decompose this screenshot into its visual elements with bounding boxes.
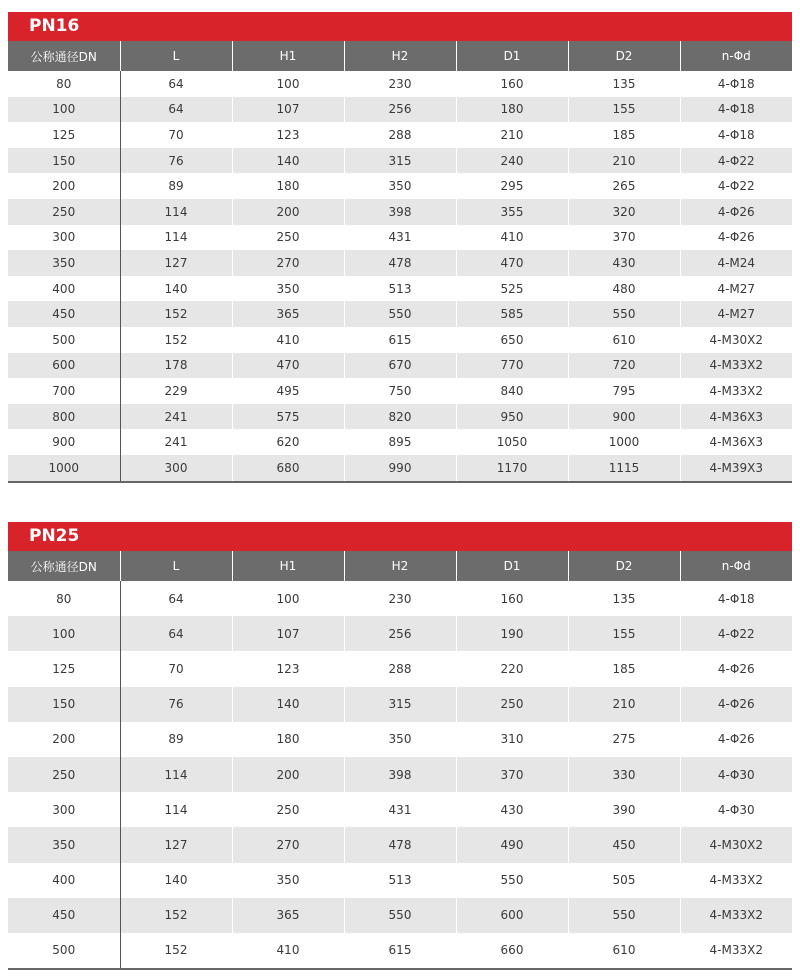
table-row <box>8 581 792 616</box>
cell-l: 241 <box>120 429 232 455</box>
cell-dn: 450 <box>8 898 120 933</box>
cell-h1: 410 <box>232 933 344 968</box>
cell-d1: 585 <box>456 301 568 327</box>
cell-dn: 450 <box>8 301 120 327</box>
cell-h2: 398 <box>344 199 456 225</box>
cell-h1: 575 <box>232 404 344 430</box>
cell-h1: 107 <box>232 616 344 651</box>
cell-h2: 820 <box>344 404 456 430</box>
cell-dn: 800 <box>8 404 120 430</box>
cell-dn: 150 <box>8 148 120 174</box>
cell-d1: 840 <box>456 378 568 404</box>
cell-d1: 410 <box>456 225 568 251</box>
cell-h1: 123 <box>232 651 344 686</box>
cell-d1: 600 <box>456 898 568 933</box>
cell-n-phid: 4-Φ26 <box>680 651 792 686</box>
cell-d2: 135 <box>568 71 680 97</box>
cell-h2: 478 <box>344 827 456 862</box>
pn25-header-row <box>8 551 792 581</box>
cell-h2: 288 <box>344 651 456 686</box>
cell-d1: 220 <box>456 651 568 686</box>
cell-dn: 200 <box>8 722 120 757</box>
cell-n-phid: 4-Φ26 <box>680 687 792 722</box>
cell-l: 76 <box>120 148 232 174</box>
cell-d1: 160 <box>456 581 568 616</box>
cell-h2: 398 <box>344 757 456 792</box>
cell-l: 178 <box>120 353 232 379</box>
cell-h2: 670 <box>344 353 456 379</box>
cell-n-phid: 4-M33X2 <box>680 353 792 379</box>
pn16-title: PN16 <box>8 12 792 41</box>
cell-d1: 190 <box>456 616 568 651</box>
cell-n-phid: 4-Φ18 <box>680 97 792 123</box>
table-row <box>8 616 792 651</box>
table-row <box>8 97 792 123</box>
cell-h2: 895 <box>344 429 456 455</box>
cell-dn: 80 <box>8 71 120 97</box>
cell-h1: 250 <box>232 792 344 827</box>
cell-dn: 350 <box>8 827 120 862</box>
cell-dn: 100 <box>8 97 120 123</box>
cell-h1: 620 <box>232 429 344 455</box>
cell-d2: 155 <box>568 97 680 123</box>
table-row <box>8 173 792 199</box>
table-row <box>8 792 792 827</box>
cell-dn: 80 <box>8 581 120 616</box>
cell-d1: 1170 <box>456 455 568 481</box>
table-row <box>8 225 792 251</box>
cell-d2: 720 <box>568 353 680 379</box>
table-row <box>8 651 792 686</box>
cell-l: 70 <box>120 651 232 686</box>
cell-dn: 250 <box>8 757 120 792</box>
cell-n-phid: 4-M36X3 <box>680 404 792 430</box>
cell-d1: 650 <box>456 327 568 353</box>
cell-l: 241 <box>120 404 232 430</box>
pn16-bottom-divider <box>8 481 792 483</box>
cell-d2: 610 <box>568 327 680 353</box>
cell-l: 64 <box>120 97 232 123</box>
cell-n-phid: 4-Φ26 <box>680 199 792 225</box>
cell-d2: 265 <box>568 173 680 199</box>
table-row <box>8 827 792 862</box>
cell-d2: 1000 <box>568 429 680 455</box>
table-row <box>8 429 792 455</box>
cell-n-phid: 4-Φ18 <box>680 71 792 97</box>
column-header-h2: H2 <box>344 551 456 581</box>
cell-h1: 270 <box>232 827 344 862</box>
cell-dn: 500 <box>8 327 120 353</box>
cell-h1: 100 <box>232 581 344 616</box>
pn25-body <box>8 581 792 968</box>
pn25-bottom-divider <box>8 968 792 970</box>
pn25-table <box>8 551 792 968</box>
cell-l: 64 <box>120 581 232 616</box>
cell-d1: 470 <box>456 250 568 276</box>
cell-h2: 750 <box>344 378 456 404</box>
cell-n-phid: 4-Φ22 <box>680 173 792 199</box>
cell-d2: 550 <box>568 898 680 933</box>
cell-l: 89 <box>120 173 232 199</box>
cell-h2: 350 <box>344 173 456 199</box>
column-header-d1: D1 <box>456 551 568 581</box>
cell-n-phid: 4-M33X2 <box>680 378 792 404</box>
table-row <box>8 898 792 933</box>
table-row <box>8 122 792 148</box>
cell-h1: 250 <box>232 225 344 251</box>
cell-dn: 400 <box>8 276 120 302</box>
cell-dn: 350 <box>8 250 120 276</box>
cell-h1: 140 <box>232 148 344 174</box>
cell-l: 64 <box>120 71 232 97</box>
cell-l: 229 <box>120 378 232 404</box>
cell-l: 127 <box>120 250 232 276</box>
cell-n-phid: 4-M27 <box>680 276 792 302</box>
cell-h1: 180 <box>232 722 344 757</box>
cell-n-phid: 4-Φ22 <box>680 616 792 651</box>
table-row <box>8 71 792 97</box>
cell-h1: 410 <box>232 327 344 353</box>
cell-d1: 160 <box>456 71 568 97</box>
cell-d1: 240 <box>456 148 568 174</box>
cell-h2: 256 <box>344 616 456 651</box>
column-header-h1: H1 <box>232 551 344 581</box>
cell-h1: 470 <box>232 353 344 379</box>
cell-l: 64 <box>120 616 232 651</box>
table-row <box>8 455 792 481</box>
pn16-header-row <box>8 41 792 71</box>
cell-dn: 700 <box>8 378 120 404</box>
table-row <box>8 199 792 225</box>
cell-n-phid: 4-Φ26 <box>680 225 792 251</box>
cell-d2: 330 <box>568 757 680 792</box>
cell-d2: 1115 <box>568 455 680 481</box>
cell-h1: 180 <box>232 173 344 199</box>
cell-h2: 315 <box>344 687 456 722</box>
cell-n-phid: 4-Φ18 <box>680 581 792 616</box>
cell-dn: 125 <box>8 651 120 686</box>
cell-n-phid: 4-M24 <box>680 250 792 276</box>
cell-d1: 355 <box>456 199 568 225</box>
cell-h2: 615 <box>344 933 456 968</box>
cell-l: 152 <box>120 327 232 353</box>
table-row <box>8 722 792 757</box>
cell-dn: 200 <box>8 173 120 199</box>
cell-h2: 513 <box>344 276 456 302</box>
cell-h1: 107 <box>232 97 344 123</box>
cell-dn: 125 <box>8 122 120 148</box>
cell-n-phid: 4-M27 <box>680 301 792 327</box>
cell-h2: 990 <box>344 455 456 481</box>
cell-n-phid: 4-Φ26 <box>680 722 792 757</box>
cell-d1: 210 <box>456 122 568 148</box>
cell-l: 89 <box>120 722 232 757</box>
cell-h2: 230 <box>344 71 456 97</box>
cell-d1: 180 <box>456 97 568 123</box>
cell-n-phid: 4-Φ22 <box>680 148 792 174</box>
cell-d1: 1050 <box>456 429 568 455</box>
column-header-dn: 公称通径DN <box>8 41 120 71</box>
cell-n-phid: 4-M39X3 <box>680 455 792 481</box>
cell-n-phid: 4-M36X3 <box>680 429 792 455</box>
cell-h1: 100 <box>232 71 344 97</box>
cell-n-phid: 4-Φ18 <box>680 122 792 148</box>
cell-l: 140 <box>120 276 232 302</box>
cell-h2: 478 <box>344 250 456 276</box>
cell-d2: 210 <box>568 148 680 174</box>
cell-n-phid: 4-M33X2 <box>680 863 792 898</box>
cell-d1: 250 <box>456 687 568 722</box>
cell-h2: 288 <box>344 122 456 148</box>
pn25-section <box>8 522 792 970</box>
cell-l: 152 <box>120 933 232 968</box>
pn16-section <box>8 12 792 483</box>
cell-d2: 795 <box>568 378 680 404</box>
cell-h2: 431 <box>344 792 456 827</box>
cell-d1: 490 <box>456 827 568 862</box>
table-row <box>8 404 792 430</box>
column-header-l: L <box>120 41 232 71</box>
cell-h1: 140 <box>232 687 344 722</box>
cell-h1: 200 <box>232 199 344 225</box>
cell-h1: 200 <box>232 757 344 792</box>
table-row <box>8 327 792 353</box>
cell-dn: 100 <box>8 616 120 651</box>
cell-dn: 300 <box>8 792 120 827</box>
cell-l: 76 <box>120 687 232 722</box>
cell-h2: 550 <box>344 301 456 327</box>
cell-h2: 230 <box>344 581 456 616</box>
cell-h1: 365 <box>232 301 344 327</box>
table-row <box>8 933 792 968</box>
cell-n-phid: 4-M30X2 <box>680 827 792 862</box>
cell-dn: 250 <box>8 199 120 225</box>
cell-dn: 150 <box>8 687 120 722</box>
cell-h2: 315 <box>344 148 456 174</box>
column-header-n-phid: n-Φd <box>680 551 792 581</box>
cell-l: 152 <box>120 301 232 327</box>
cell-h1: 495 <box>232 378 344 404</box>
cell-h1: 123 <box>232 122 344 148</box>
cell-d1: 430 <box>456 792 568 827</box>
cell-h2: 350 <box>344 722 456 757</box>
cell-l: 152 <box>120 898 232 933</box>
cell-l: 127 <box>120 827 232 862</box>
cell-l: 70 <box>120 122 232 148</box>
cell-l: 300 <box>120 455 232 481</box>
cell-n-phid: 4-Φ30 <box>680 757 792 792</box>
cell-h1: 350 <box>232 863 344 898</box>
pn25-title: PN25 <box>8 522 792 551</box>
cell-n-phid: 4-M30X2 <box>680 327 792 353</box>
cell-l: 114 <box>120 757 232 792</box>
cell-h2: 615 <box>344 327 456 353</box>
cell-d2: 185 <box>568 651 680 686</box>
cell-d1: 310 <box>456 722 568 757</box>
cell-dn: 300 <box>8 225 120 251</box>
cell-d2: 610 <box>568 933 680 968</box>
cell-h2: 431 <box>344 225 456 251</box>
cell-h1: 350 <box>232 276 344 302</box>
cell-d2: 370 <box>568 225 680 251</box>
pn16-table <box>8 41 792 481</box>
cell-d2: 505 <box>568 863 680 898</box>
table-row <box>8 378 792 404</box>
column-header-h1: H1 <box>232 41 344 71</box>
cell-d1: 550 <box>456 863 568 898</box>
cell-d2: 155 <box>568 616 680 651</box>
cell-d1: 525 <box>456 276 568 302</box>
column-header-d2: D2 <box>568 551 680 581</box>
column-header-d2: D2 <box>568 41 680 71</box>
cell-d1: 770 <box>456 353 568 379</box>
cell-d2: 900 <box>568 404 680 430</box>
cell-l: 140 <box>120 863 232 898</box>
cell-d2: 210 <box>568 687 680 722</box>
cell-d1: 370 <box>456 757 568 792</box>
cell-h2: 256 <box>344 97 456 123</box>
table-row <box>8 687 792 722</box>
cell-d2: 550 <box>568 301 680 327</box>
cell-dn: 1000 <box>8 455 120 481</box>
cell-d2: 135 <box>568 581 680 616</box>
cell-l: 114 <box>120 199 232 225</box>
cell-n-phid: 4-Φ30 <box>680 792 792 827</box>
cell-dn: 900 <box>8 429 120 455</box>
table-row <box>8 301 792 327</box>
cell-dn: 600 <box>8 353 120 379</box>
cell-n-phid: 4-M33X2 <box>680 933 792 968</box>
cell-d2: 480 <box>568 276 680 302</box>
pn16-body <box>8 71 792 481</box>
cell-h2: 550 <box>344 898 456 933</box>
cell-d2: 450 <box>568 827 680 862</box>
cell-dn: 400 <box>8 863 120 898</box>
cell-h1: 270 <box>232 250 344 276</box>
cell-h1: 365 <box>232 898 344 933</box>
cell-d2: 320 <box>568 199 680 225</box>
cell-d1: 660 <box>456 933 568 968</box>
cell-h1: 680 <box>232 455 344 481</box>
cell-l: 114 <box>120 225 232 251</box>
table-row <box>8 276 792 302</box>
column-header-n-phid: n-Φd <box>680 41 792 71</box>
column-header-h2: H2 <box>344 41 456 71</box>
cell-h2: 513 <box>344 863 456 898</box>
table-row <box>8 757 792 792</box>
column-header-d1: D1 <box>456 41 568 71</box>
table-row <box>8 148 792 174</box>
cell-d2: 185 <box>568 122 680 148</box>
table-row <box>8 353 792 379</box>
cell-dn: 500 <box>8 933 120 968</box>
cell-n-phid: 4-M33X2 <box>680 898 792 933</box>
cell-l: 114 <box>120 792 232 827</box>
cell-d1: 950 <box>456 404 568 430</box>
cell-d2: 390 <box>568 792 680 827</box>
column-header-dn: 公称通径DN <box>8 551 120 581</box>
cell-d2: 275 <box>568 722 680 757</box>
table-row <box>8 250 792 276</box>
cell-d2: 430 <box>568 250 680 276</box>
column-header-l: L <box>120 551 232 581</box>
cell-d1: 295 <box>456 173 568 199</box>
table-row <box>8 863 792 898</box>
